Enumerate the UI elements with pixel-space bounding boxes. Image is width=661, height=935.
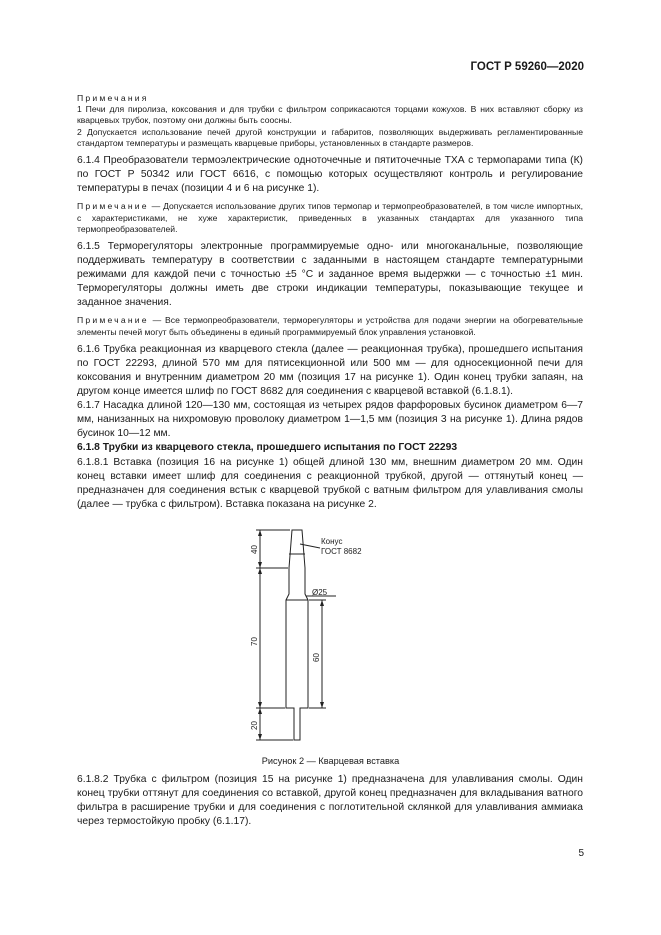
- note-text: — Все термопреобразователи, терморегуляторы и устройства для подачи энергии на обогревательные элементы печей могут быть объединены в единый программируемый блок управления установкой.: [77, 315, 583, 337]
- page-content-bottom: [77, 773, 583, 829]
- note-label: Примечание: [77, 201, 149, 212]
- arrow-cone-down: [258, 568, 262, 574]
- note-label: Примечание: [77, 315, 149, 326]
- cone-label-2: ГОСТ 8682: [321, 547, 362, 556]
- paragraph-6-1-6: 6.1.6 Трубка реакционная из кварцевого стекла (далее — реакционная трубка), прошедшего испытания по ГОСТ 22293, длиной 570 мм для пятисекционной или 500 мм — для односекционной печи для коксования и внутренним диаметром 20 мм (позиция 17 на рисунке 1). Один конец трубки запаян, на другом конце имеется шлиф по ГОСТ 8682 для соединения с кварцевой вставкой (6.1.8.1).: [77, 343, 583, 398]
- arrow-right-top: [320, 600, 324, 606]
- cone-label-1: Конус: [321, 537, 343, 546]
- paragraph-6-1-5: 6.1.5 Терморегуляторы электронные программируемые одно- или многоканальные, позволяющие поддерживать температуру в соответствии с заданными в настоящем стандарте температурными режимами для каждой печи с точностью ±5 °С и заданное время выдержки — с точностью ±1 мин. Терморегуляторы должны иметь две строки индикации температуры, показывающие текущее и заданное значения.: [77, 240, 583, 309]
- arrow-top: [258, 530, 262, 536]
- heading-6-1-8: 6.1.8 Трубки из кварцевого стекла, прошедшего испытания по ГОСТ 22293: [77, 442, 458, 454]
- note-regulators: [77, 315, 583, 337]
- paragraph-6-1-7: 6.1.7 Насадка длиной 120—130 мм, состоящая из четырех рядов фарфоровых бусинок диаметром 6—7 мм, нанизанных на нихромовую проволоку диаметром 1—1,5 мм (позиция 3 на рисунке 1). Длина рядов бусинок 10—12 мм.: [77, 400, 583, 440]
- arrow-bottom-down: [258, 708, 262, 714]
- arrow-end: [258, 734, 262, 740]
- paragraph-6-1-8-2: 6.1.8.2 Трубка с фильтром (позиция 15 на рисунке 1) предназначена для улавливания смолы. Один конец трубки оттянут для соединения со вставкой, другой конец предназначен для вкладывания ватного фильтра в расширение трубки и для соединения с поглотительной склянкой для улавливания аммиака через термостойкую пробку (6.1.17).: [77, 774, 583, 828]
- diameter-label: Ø25: [312, 588, 328, 597]
- figure-caption: Рисунок 2 — Кварцевая вставка: [261, 756, 400, 766]
- note-text: — Допускается использование других типов термопар и термопреобразователей, в том числе импортных, с характеристиками, не хуже характеристик, приведенных в указанных стандартах для указанного типа термопреобразователей.: [77, 201, 583, 234]
- dim-top: 40: [250, 545, 259, 554]
- insert-outline: [286, 530, 308, 740]
- figure-quartz-insert: [230, 520, 420, 750]
- document-header: ГОСТ Р 59260—2020: [470, 61, 584, 73]
- arrow-cone-up: [258, 562, 262, 568]
- page-content: [77, 93, 583, 512]
- note-item-2: 2 Допускается использование печей другой конструкции и габаритов, позволяющих выдерживать регламентированные стандартом температуры и размещать кварцевые приборы, установленных в стандарте размеров.: [77, 126, 583, 148]
- notes-title: Примечания: [77, 93, 149, 103]
- page-number: 5: [578, 848, 584, 859]
- arrow-right-bottom: [320, 702, 324, 708]
- paragraph-6-1-8-1: 6.1.8.1 Вставка (позиция 16 на рисунке 1) общей длиной 130 мм, внешним диаметром 20 мм. Один конец вставки имеет шлиф для соединения с реакционной трубкой, другой — оттянутый конец — предназначен для соединения встык с кварцевой трубкой с ватным фильтром для улавливания смолы (далее — трубка с фильтром). Вставка показана на рисунке 2.: [77, 456, 583, 510]
- paragraph-6-1-4: 6.1.4 Преобразователи термоэлектрические одноточечные и пятиточечные ТХА с термопарами типа (К) по ГОСТ Р 50342 или ГОСТ 6616, с помощью которых осуществляют контроль и регулирование температуры в печах (позиции 4 и 6 на рисунке 1).: [77, 155, 583, 195]
- dim-mid: 70: [250, 637, 259, 646]
- arrow-bottom-up: [258, 702, 262, 708]
- note-item-1: 1 Печи для пиролиза, коксования и для трубки с фильтром соприкасаются торцами кожухов. В них вставляют сборку из кварцевых трубок, поэтому они должны быть соосны.: [77, 104, 583, 126]
- note-thermocouples: [77, 201, 583, 235]
- dim-bottom: 20: [250, 721, 259, 730]
- dim-right: 60: [312, 653, 321, 662]
